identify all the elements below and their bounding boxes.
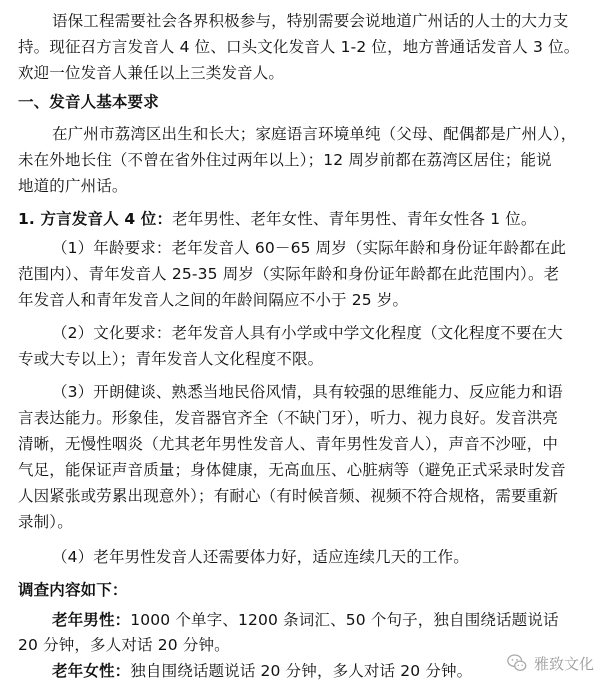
dialect-speakers	[18, 208, 537, 230]
req1-line-2: 范围内）、青年发音人 25-35 周岁（实际年龄和身份证年龄都在此范围内）。老	[18, 265, 560, 283]
req3-line-4: 气足，能保证声音质量；身体健康，无高血压、心脏病等（避免正式采录时发音	[18, 461, 566, 479]
section-title: 一、发音人基本要求	[18, 93, 159, 111]
intro-line-1: 语保工程需要社会各界积极参与，特别需要会说地道广州话的人士的大力支	[52, 12, 569, 30]
old-male-line-1	[52, 609, 559, 631]
old-female-line	[52, 660, 472, 682]
req1-line-3: 年发音人和青年发音人之间的年龄间隔应不小于 25 岁。	[18, 291, 409, 309]
intro-line-3: 欢迎一位发音人兼任以上三类发音人。	[18, 64, 285, 82]
basic-line-2: 未在外地长住（不曾在省外住过两年以上）；12 周岁前都在荔湾区居住；能说	[18, 151, 552, 169]
watermark	[506, 652, 594, 674]
req3-line-2: 言表达能力。形象佳，发音器官齐全（不缺门牙），听力、视力良好。发音洪亮	[18, 409, 559, 427]
survey-title: 调查内容如下：	[18, 581, 128, 599]
watermark-text: 雅致文化	[533, 654, 594, 673]
basic-line-3: 地道的广州话。	[18, 177, 128, 195]
dialect-label: 1. 方言发音人 4 位：	[18, 210, 173, 228]
old-female-text: 独自围绕话题说话 20 分钟，多人对话 20 分钟。	[130, 662, 473, 680]
basic-line-1: 在广州市荔湾区出生和长大；家庭语言环境单纯（父母、配偶都是广州人），	[52, 125, 577, 143]
old-male-text: 1000 个单字、1200 条词汇、50 个句子，独自围绕话题说话	[130, 611, 559, 629]
req2-line-2: 专或大专以上）；青年发音人文化程度不限。	[18, 350, 324, 368]
req2-line-1: （2）文化要求：老年发音人具有小学或中学文化程度（文化程度不要在大	[52, 324, 563, 342]
old-male-label: 老年男性：	[52, 611, 131, 629]
old-female-label: 老年女性：	[52, 662, 131, 680]
req4-line: （4）老年男性发音人还需要体力好，适应连续几天的工作。	[52, 548, 469, 566]
req1-line-1: （1）年龄要求：老年发音人 60－65 周岁（实际年龄和身份证年龄都在此	[52, 239, 567, 257]
wechat-icon	[506, 652, 528, 674]
req3-line-6: 录制）。	[18, 513, 73, 531]
dialect-text: 老年男性、老年女性、青年男性、青年女性各 1 位。	[172, 210, 537, 228]
req3-line-3: 清晰，无慢性咽炎（尤其老年男性发音人、青年男性发音人），声音不沙哑，中	[18, 435, 559, 453]
old-male-line-2: 20 分钟，多人对话 20 分钟。	[18, 636, 230, 654]
req3-line-5: 人因紧张或劳累出现意外）；有耐心（有时候音频、视频不符合规格，需要重新	[18, 487, 559, 505]
intro-line-2: 持。现征召方言发音人 4 位、口头文化发音人 1-2 位，地方普通话发音人 3 位。	[18, 38, 580, 56]
req3-line-1: （3）开朗健谈、熟悉当地民俗风情，具有较强的思维能力、反应能力和语	[52, 383, 563, 401]
